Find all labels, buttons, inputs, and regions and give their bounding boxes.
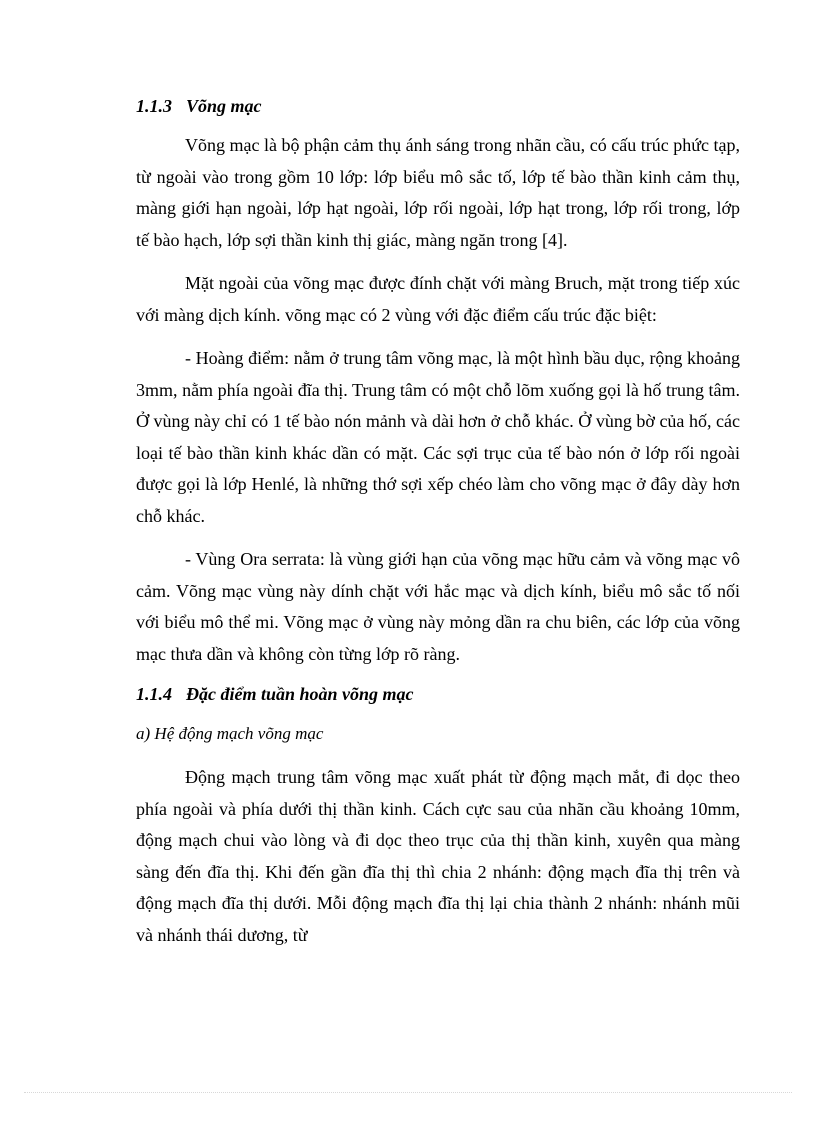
section-title: Võng mạc: [186, 96, 262, 116]
section-title: Đặc điểm tuần hoàn võng mạc: [186, 684, 414, 704]
paragraph-retina-structure: Võng mạc là bộ phận cảm thụ ánh sáng trong nhãn cầu, có cấu trúc phức tạp, từ ngoài vào trong gồm 10 lớp: lớp biểu mô sắc tố, lớp tế bào thần kinh cảm thụ, màng giới hạn ngoài, lớp hạt ngoài, lớp rối ngoài, lớp hạt trong, lớp rối trong, lớp tế bào hạch, lớp sợi thần kinh thị giác, màng ngăn trong [4].: [136, 135, 740, 250]
section-number: 1.1.3: [136, 96, 172, 116]
paragraph-ora-serrata: - Vùng Ora serrata: là vùng giới hạn của võng mạc hữu cảm và võng mạc vô cảm. Võng mạc vùng này dính chặt với hắc mạc và dịch kính, biểu mô sắc tố nối với biểu mô thể mi. Võng mạc ở vùng này mỏng dần ra chu biên, các lớp của võng mạc thưa dần và không còn từng lớp rõ ràng.: [136, 549, 740, 664]
paragraph-central-artery: Động mạch trung tâm võng mạc xuất phát từ động mạch mắt, đi dọc theo phía ngoài và phía dưới thị thần kinh. Cách cực sau của nhãn cầu khoảng 10mm, động mạch chui vào lòng và đi dọc theo trục của thị thần kinh, xuyên qua màng sàng đến đĩa thị. Khi đến gần đĩa thị thì chia 2 nhánh: động mạch đĩa thị trên và động mạch đĩa thị dưới. Mỗi động mạch đĩa thị lại chia thành 2 nhánh: nhánh mũi và nhánh thái dương, từ: [136, 767, 740, 945]
section-number: 1.1.4: [136, 684, 172, 704]
paragraph-retina-surfaces: Mặt ngoài của võng mạc được đính chặt với màng Bruch, mặt trong tiếp xúc với màng dịch kính. võng mạc có 2 vùng với đặc điểm cấu trúc đặc biệt:: [136, 273, 740, 325]
subheading-arterial-system: a) Hệ động mạch võng mạc: [136, 724, 324, 743]
document-page: [136, 90, 740, 951]
paragraph-macula: - Hoàng điểm: nằm ở trung tâm võng mạc, là một hình bầu dục, rộng khoảng 3mm, nằm phía ngoài đĩa thị. Trung tâm có một chỗ lõm xuống gọi là hố trung tâm. Ở vùng này chỉ có 1 tế bào nón mảnh và dài hơn ở chỗ khác. Ở vùng bờ của hố, các loại tế bào thần kinh khác dần có mặt. Các sợi trục của tế bào nón ở lớp rối ngoài được gọi là lớp Henlé, là những thớ sợi xếp chéo làm cho võng mạc ở đây dày hơn chỗ khác.: [136, 348, 740, 526]
section-heading-1-1-4: [136, 678, 740, 710]
page-footer-rule: [24, 1092, 792, 1093]
section-heading-1-1-3: [136, 90, 740, 122]
